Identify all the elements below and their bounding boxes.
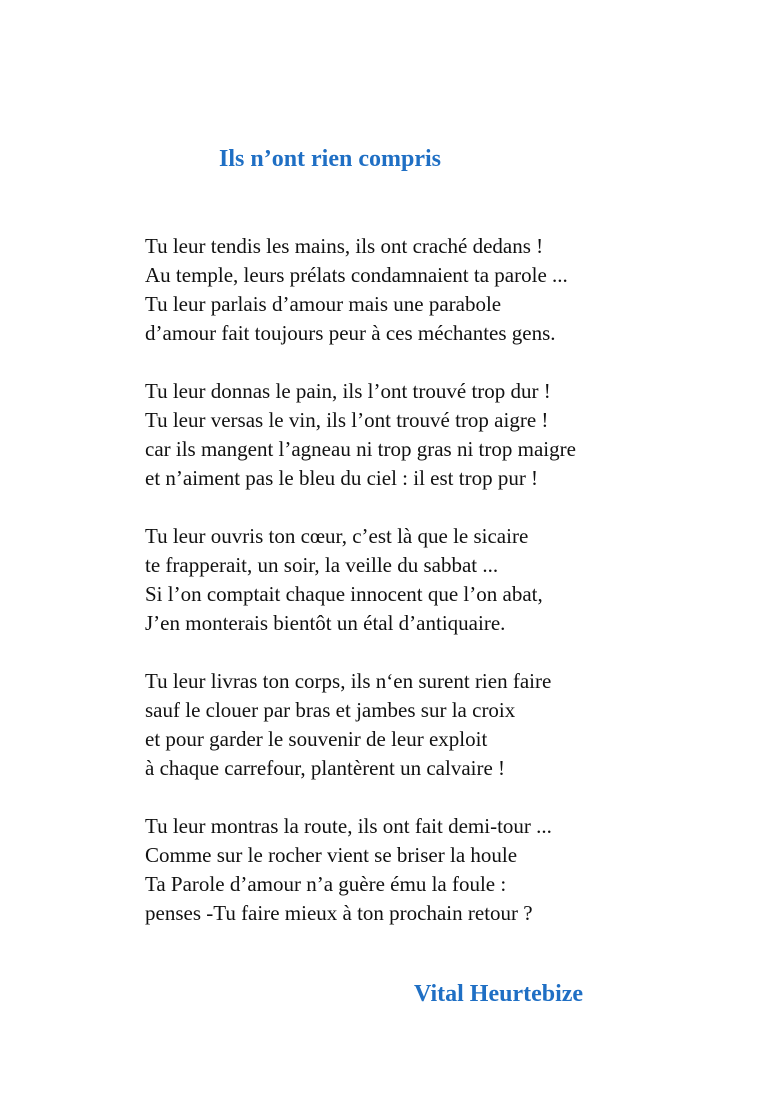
stanza-3 <box>145 522 745 638</box>
poem-line: à chaque carrefour, plantèrent un calvaire ! <box>145 756 506 780</box>
poem-line: car ils mangent l’agneau ni trop gras ni trop maigre <box>145 437 576 461</box>
poem-line: Tu leur versas le vin, ils l’ont trouvé trop aigre ! <box>145 408 549 432</box>
poem-line: te frapperait, un soir, la veille du sabbat ... <box>145 553 499 577</box>
poem-line: Tu leur donnas le pain, ils l’ont trouvé trop dur ! <box>145 379 551 403</box>
poem-line: d’amour fait toujours peur à ces méchantes gens. <box>145 321 556 345</box>
poem-line: J’en monterais bientôt un étal d’antiquaire. <box>145 611 506 635</box>
poem-line: Au temple, leurs prélats condamnaient ta parole ... <box>145 263 568 287</box>
stanza-2 <box>145 377 745 493</box>
poem-title: Ils n’ont rien compris <box>219 146 441 172</box>
poem-line: penses -Tu faire mieux à ton prochain retour ? <box>145 901 533 925</box>
poem-line: et n’aiment pas le bleu du ciel : il est trop pur ! <box>145 466 539 490</box>
poem-line: Ta Parole d’amour n’a guère ému la foule : <box>145 872 507 896</box>
stanza-5 <box>145 812 745 928</box>
poem-line: Tu leur parlais d’amour mais une parabole <box>145 292 502 316</box>
poem-line: Si l’on comptait chaque innocent que l’on abat, <box>145 582 543 606</box>
poem-line: Tu leur ouvris ton cœur, c’est là que le sicaire <box>145 524 529 548</box>
poem-line: sauf le clouer par bras et jambes sur la croix <box>145 698 516 722</box>
poem-line: Tu leur livras ton corps, ils n‘en surent rien faire <box>145 669 552 693</box>
poem-line: Tu leur montras la route, ils ont fait demi-tour ... <box>145 814 552 838</box>
poem-line: Tu leur tendis les mains, ils ont craché dedans ! <box>145 234 544 258</box>
poem-line: Comme sur le rocher vient se briser la houle <box>145 843 518 867</box>
stanza-1 <box>145 232 745 348</box>
poem-line: et pour garder le souvenir de leur exploit <box>145 727 488 751</box>
stanza-4 <box>145 667 745 783</box>
poem-body <box>145 232 745 957</box>
author-signature: Vital Heurtebize <box>414 981 584 1007</box>
